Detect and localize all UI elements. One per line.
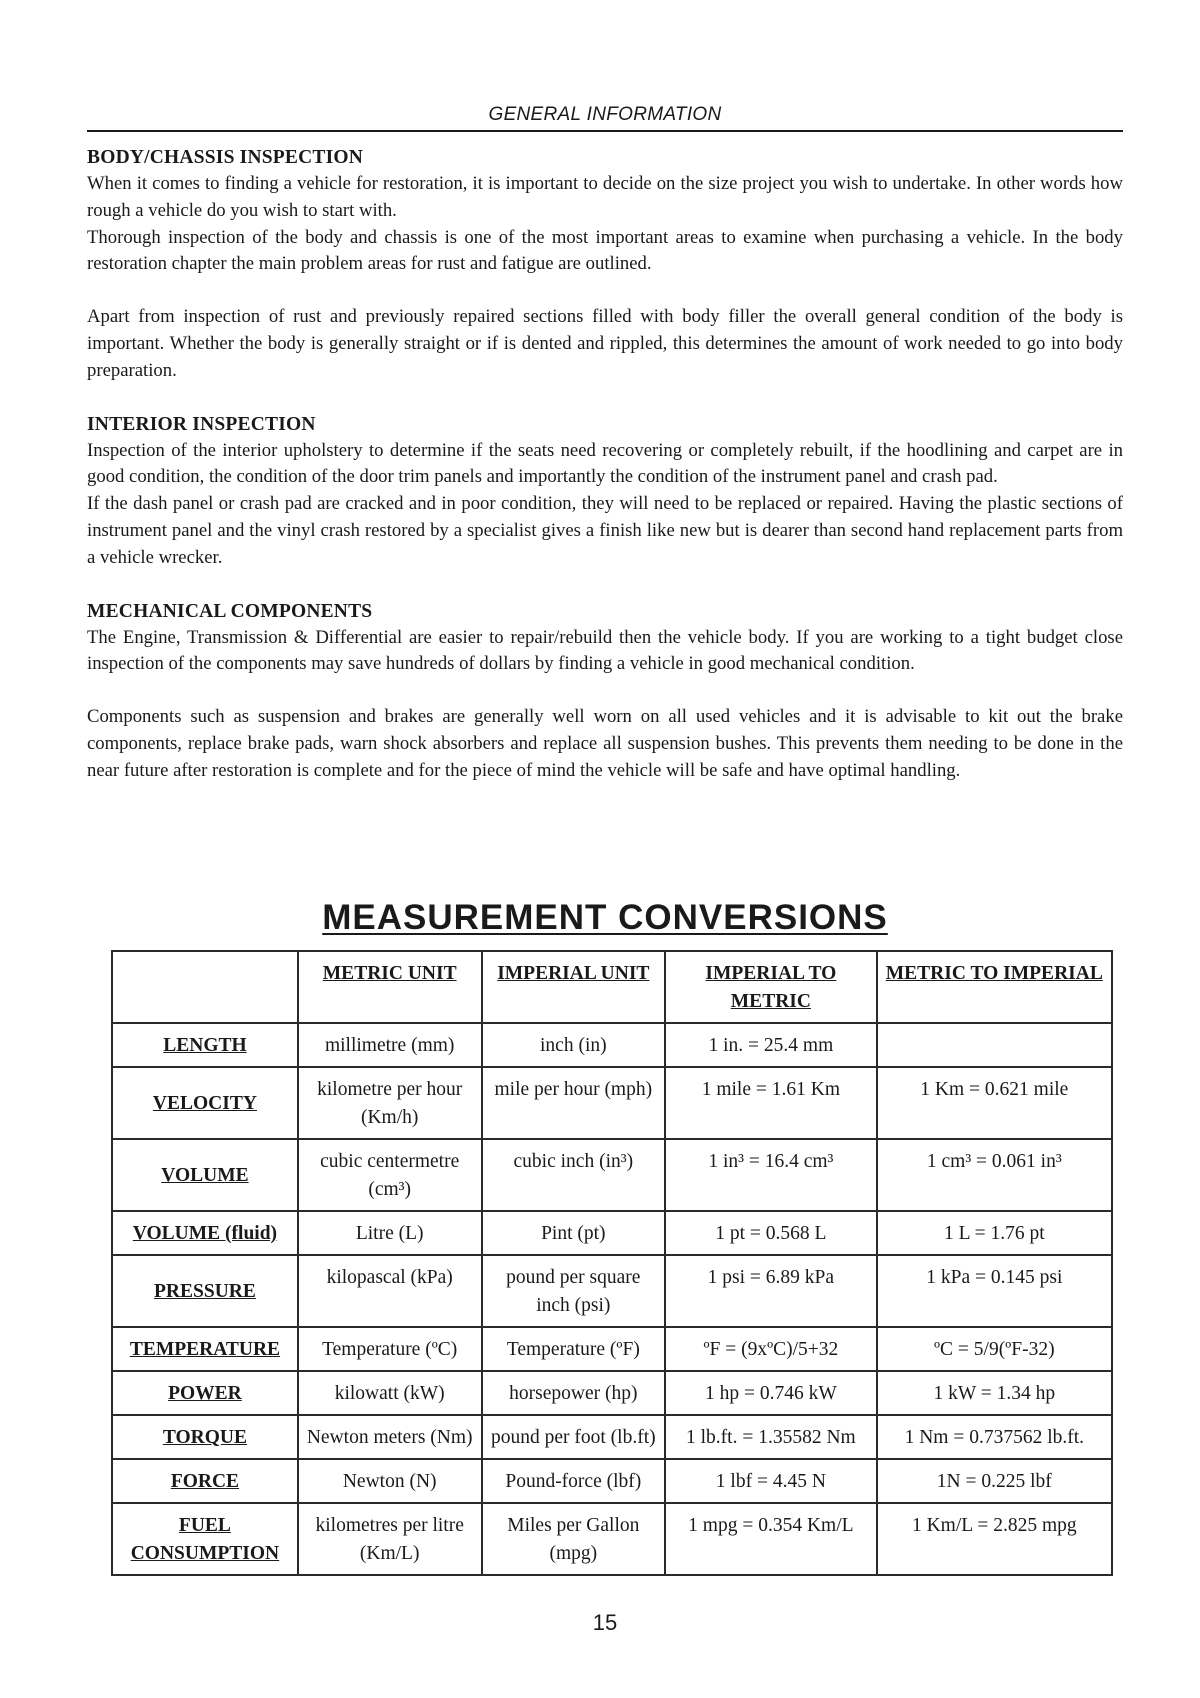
- row-label: POWER: [112, 1371, 298, 1415]
- table-row: [112, 1211, 1112, 1255]
- row-label: VOLUME: [112, 1139, 298, 1211]
- header-cell: [112, 951, 298, 1023]
- metric-unit-cell: Temperature (ºC): [298, 1327, 482, 1371]
- body-text: [87, 144, 1123, 811]
- row-label: VELOCITY: [112, 1067, 298, 1139]
- table-body: [112, 1023, 1112, 1575]
- imperial-to-metric-cell: 1 psi = 6.89 kPa: [665, 1255, 876, 1327]
- table-row: [112, 1255, 1112, 1327]
- row-label: TEMPERATURE: [112, 1327, 298, 1371]
- row-label: PRESSURE: [112, 1255, 298, 1327]
- metric-unit-cell: kilometres per litre (Km/L): [298, 1503, 482, 1575]
- imperial-unit-cell: mile per hour (mph): [482, 1067, 666, 1139]
- table-row: [112, 1459, 1112, 1503]
- metric-unit-cell: cubic centermetre (cm³): [298, 1139, 482, 1211]
- conversions-table: [111, 950, 1113, 1576]
- imperial-to-metric-cell: 1 in. = 25.4 mm: [665, 1023, 876, 1067]
- imperial-unit-cell: Pint (pt): [482, 1211, 666, 1255]
- metric-to-imperial-cell: 1 cm³ = 0.061 in³: [877, 1139, 1112, 1211]
- metric-unit-cell: millimetre (mm): [298, 1023, 482, 1067]
- table-row: [112, 1327, 1112, 1371]
- table-header-row: [112, 951, 1112, 1023]
- metric-to-imperial-cell: 1 Km/L = 2.825 mpg: [877, 1503, 1112, 1575]
- running-header: GENERAL INFORMATION: [488, 104, 722, 125]
- section-heading: INTERIOR INSPECTION: [87, 413, 316, 435]
- metric-unit-cell: Newton meters (Nm): [298, 1415, 482, 1459]
- table-row: [112, 1067, 1112, 1139]
- row-label: TORQUE: [112, 1415, 298, 1459]
- table-row: [112, 1139, 1112, 1211]
- section-mechanical: [87, 598, 1123, 785]
- metric-to-imperial-cell: 1 Nm = 0.737562 lb.ft.: [877, 1415, 1112, 1459]
- table-row: [112, 1415, 1112, 1459]
- paragraph: Thorough inspection of the body and chassis is one of the most important areas to examine when purchasing a vehicle. In the body restoration chapter the main problem areas for rust and fatigue are outlined.: [87, 226, 1123, 275]
- imperial-to-metric-cell: 1 hp = 0.746 kW: [665, 1371, 876, 1415]
- metric-to-imperial-cell: ºC = 5/9(ºF-32): [877, 1327, 1112, 1371]
- row-label: LENGTH: [112, 1023, 298, 1067]
- imperial-unit-cell: horsepower (hp): [482, 1371, 666, 1415]
- metric-unit-cell: kilometre per hour (Km/h): [298, 1067, 482, 1139]
- section-heading: BODY/CHASSIS INSPECTION: [87, 147, 364, 168]
- table-row: [112, 1503, 1112, 1575]
- section-interior: [87, 411, 1123, 572]
- conversions-title-text: MEASUREMENT CONVERSIONS: [322, 898, 888, 937]
- imperial-to-metric-cell: 1 lbf = 4.45 N: [665, 1459, 876, 1503]
- imperial-to-metric-cell: ºF = (9xºC)/5+32: [665, 1327, 876, 1371]
- header-cell: IMPERIAL UNIT: [482, 951, 666, 1023]
- metric-unit-cell: kilowatt (kW): [298, 1371, 482, 1415]
- table-row: [112, 1371, 1112, 1415]
- metric-unit-cell: Newton (N): [298, 1459, 482, 1503]
- metric-to-imperial-cell: 1 kW = 1.34 hp: [877, 1371, 1112, 1415]
- page-number: 15: [592, 1610, 618, 1635]
- imperial-to-metric-cell: 1 lb.ft. = 1.35582 Nm: [665, 1415, 876, 1459]
- metric-to-imperial-cell: [877, 1023, 1112, 1067]
- row-label: FUEL CONSUMPTION: [112, 1503, 298, 1575]
- paragraph: If the dash panel or crash pad are cracked and in poor condition, they will need to be replaced or repaired. Having the plastic sections of instrument panel and the vinyl crash restored by a specialist gives a finish like new but is dearer than second hand replacement parts from a vehicle wrecker.: [87, 493, 1123, 568]
- paragraph: Components such as suspension and brakes are generally well worn on all used vehicles and it is advisable to kit out the brake components, replace brake pads, warn shock absorbers and replace all suspension bushes. This prevents them needing to be done in the near future after restoration is complete and for the piece of mind the vehicle will be safe and have optimal handling.: [87, 706, 1123, 781]
- metric-unit-cell: kilopascal (kPa): [298, 1255, 482, 1327]
- imperial-unit-cell: Temperature (ºF): [482, 1327, 666, 1371]
- imperial-unit-cell: inch (in): [482, 1023, 666, 1067]
- header-rule: [87, 130, 1123, 132]
- paragraph: When it comes to finding a vehicle for restoration, it is important to decide on the size project you wish to undertake. In other words how rough a vehicle do you wish to start with.: [87, 173, 1123, 221]
- metric-to-imperial-cell: 1 L = 1.76 pt: [877, 1211, 1112, 1255]
- header-cell: IMPERIAL TO METRIC: [665, 951, 876, 1023]
- imperial-unit-cell: pound per square inch (psi): [482, 1255, 666, 1327]
- section-body-chassis: [87, 144, 1123, 385]
- metric-to-imperial-cell: 1 kPa = 0.145 psi: [877, 1255, 1112, 1327]
- header-cell: METRIC UNIT: [298, 951, 482, 1023]
- metric-to-imperial-cell: 1N = 0.225 lbf: [877, 1459, 1112, 1503]
- row-label: FORCE: [112, 1459, 298, 1503]
- paragraph: Inspection of the interior upholstery to determine if the seats need recovering or completely rebuilt, if the hoodlining and carpet are in good condition, the condition of the door trim panels and importantly the condition of the instrument panel and crash pad.: [87, 439, 1123, 488]
- imperial-to-metric-cell: 1 mile = 1.61 Km: [665, 1067, 876, 1139]
- imperial-to-metric-cell: 1 pt = 0.568 L: [665, 1211, 876, 1255]
- imperial-unit-cell: cubic inch (in³): [482, 1139, 666, 1211]
- imperial-unit-cell: Miles per Gallon (mpg): [482, 1503, 666, 1575]
- table-row: [112, 1023, 1112, 1067]
- paragraph: The Engine, Transmission & Differential are easier to repair/rebuild then the vehicle body. If you are working to a tight budget close inspection of the components may save hundreds of dollars by finding a vehicle in good mechanical condition.: [87, 626, 1123, 675]
- row-label: VOLUME (fluid): [112, 1211, 298, 1255]
- metric-to-imperial-cell: 1 Km = 0.621 mile: [877, 1067, 1112, 1139]
- imperial-to-metric-cell: 1 mpg = 0.354 Km/L: [665, 1503, 876, 1575]
- imperial-unit-cell: pound per foot (lb.ft): [482, 1415, 666, 1459]
- metric-unit-cell: Litre (L): [298, 1211, 482, 1255]
- conversions-title: [87, 898, 1123, 938]
- section-heading: MECHANICAL COMPONENTS: [87, 600, 373, 622]
- header-cell: METRIC TO IMPERIAL: [877, 951, 1112, 1023]
- imperial-unit-cell: Pound-force (lbf): [482, 1459, 666, 1503]
- imperial-to-metric-cell: 1 in³ = 16.4 cm³: [665, 1139, 876, 1211]
- paragraph: Apart from inspection of rust and previously repaired sections filled with body filler the overall general condition of the body is important. Whether the body is generally straight or if is dented and rippled, this determines the amount of work needed to go into body preparation.: [87, 306, 1123, 381]
